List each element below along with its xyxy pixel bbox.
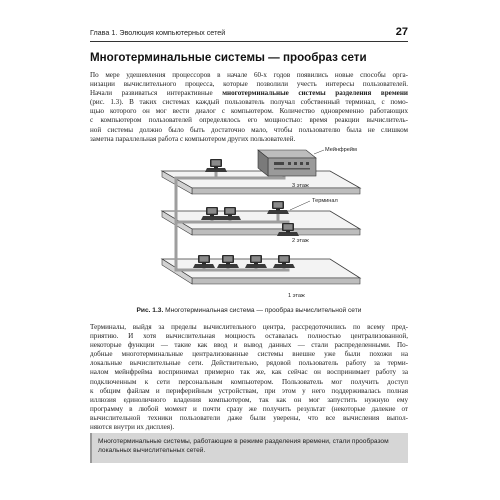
note-line: Многотерминальные системы, работающие в режиме разделения времени, стали прообразом bbox=[98, 438, 389, 445]
text-line: некоторые функции — такие как ввод и вывод данных — стали распределенными. По- bbox=[90, 341, 408, 350]
text-fragment: Начали развиваться интерактивные bbox=[90, 89, 223, 98]
section-title: Многотерминальные системы — прообраз сети bbox=[90, 51, 367, 64]
text-line: к общим файлам и периферийным устройствам, при этом у него поддерживалась полная bbox=[90, 386, 408, 395]
chapter-title: Глава 1. Эволюция компьютерных сетей bbox=[90, 28, 226, 37]
label-floor-2: 2 этаж bbox=[292, 238, 309, 244]
text-line: заметна параллельная работа с компьютером других пользователей. bbox=[90, 134, 296, 143]
text-line: программу в любой момент и почти сразу же получить результат (некоторые далекие от bbox=[90, 404, 408, 413]
text-line: (рис. 1.3). В таких системах каждый пользователь получал собственный терминал, с помо- bbox=[90, 98, 408, 107]
label-mainframe: Мейнфрейм bbox=[325, 147, 357, 153]
figure-caption-text: Многотерминальная система — прообраз вычислительной сети bbox=[163, 307, 362, 314]
figure-multiterminal-system bbox=[138, 138, 378, 306]
text-line: няются внутри их дисплея). bbox=[90, 423, 175, 432]
paragraph-intro bbox=[90, 71, 408, 144]
text-line: Терминалы, выйдя за пределы вычислительного центра, рассредоточились по всему пред- bbox=[90, 323, 408, 331]
text-line bbox=[90, 89, 408, 98]
running-head bbox=[90, 28, 408, 42]
text-line: По мере удешевления процессоров в начале 60-х годов появились новые способы орга- bbox=[90, 71, 408, 79]
highlight-note bbox=[90, 433, 408, 463]
figure-caption-label: Рис. 1.3. bbox=[136, 307, 164, 314]
text-line: вычислительной техники пользователи даже были уверены, что все вычисления выпол- bbox=[90, 413, 408, 422]
text-line: ной системы должно было быть достаточно мало, чтобы пользователю была не слишком bbox=[90, 125, 408, 134]
label-terminal: Терминал bbox=[312, 198, 338, 204]
text-line: добные многотерминальные централизованные системы внешне уже были похожи на bbox=[90, 350, 408, 359]
floor-plane bbox=[162, 211, 360, 229]
text-line: налом мейнфрейма воспринимал примерно так же, как сейчас он воспринимает работу за bbox=[90, 368, 408, 377]
bold-term: многотерминальные системы разделения времени bbox=[222, 89, 408, 98]
text-line: подключенным к сети персональным компьютером. Пользователь мог получить доступ bbox=[90, 377, 408, 386]
text-line: приятию. И хотя вычислительная мощность оставалась полностью централизованной, bbox=[90, 332, 408, 341]
network-diagram bbox=[138, 138, 378, 306]
paragraph-terminals bbox=[90, 323, 408, 432]
text-line: низации вычислительного процесса, которые позволили учесть интересы пользователей. bbox=[90, 80, 408, 89]
text-line: локальные вычислительные сети. Действительно, рядовой пользователь работу за терми- bbox=[90, 359, 408, 368]
note-line: локальных вычислительных сетей. bbox=[98, 447, 206, 454]
figure-caption bbox=[90, 306, 408, 315]
terminal-icon bbox=[205, 159, 227, 172]
text-line: щью которого он мог вести диалог с компьютером. Количество одновременно работающих bbox=[90, 107, 408, 116]
label-floor-1: 1 этаж bbox=[288, 293, 305, 299]
label-floor-3: 3 этаж bbox=[292, 183, 309, 189]
page-number: 27 bbox=[395, 26, 408, 38]
terminal-icon bbox=[267, 201, 289, 214]
mainframe-icon bbox=[258, 150, 316, 176]
text-line: иллюзия единоличного владения компьютером, так как он мог запустить нужную ему bbox=[90, 395, 408, 404]
text-line: с компьютером пользователей определялось его мощностью: время реакции вычислитель- bbox=[90, 116, 408, 125]
